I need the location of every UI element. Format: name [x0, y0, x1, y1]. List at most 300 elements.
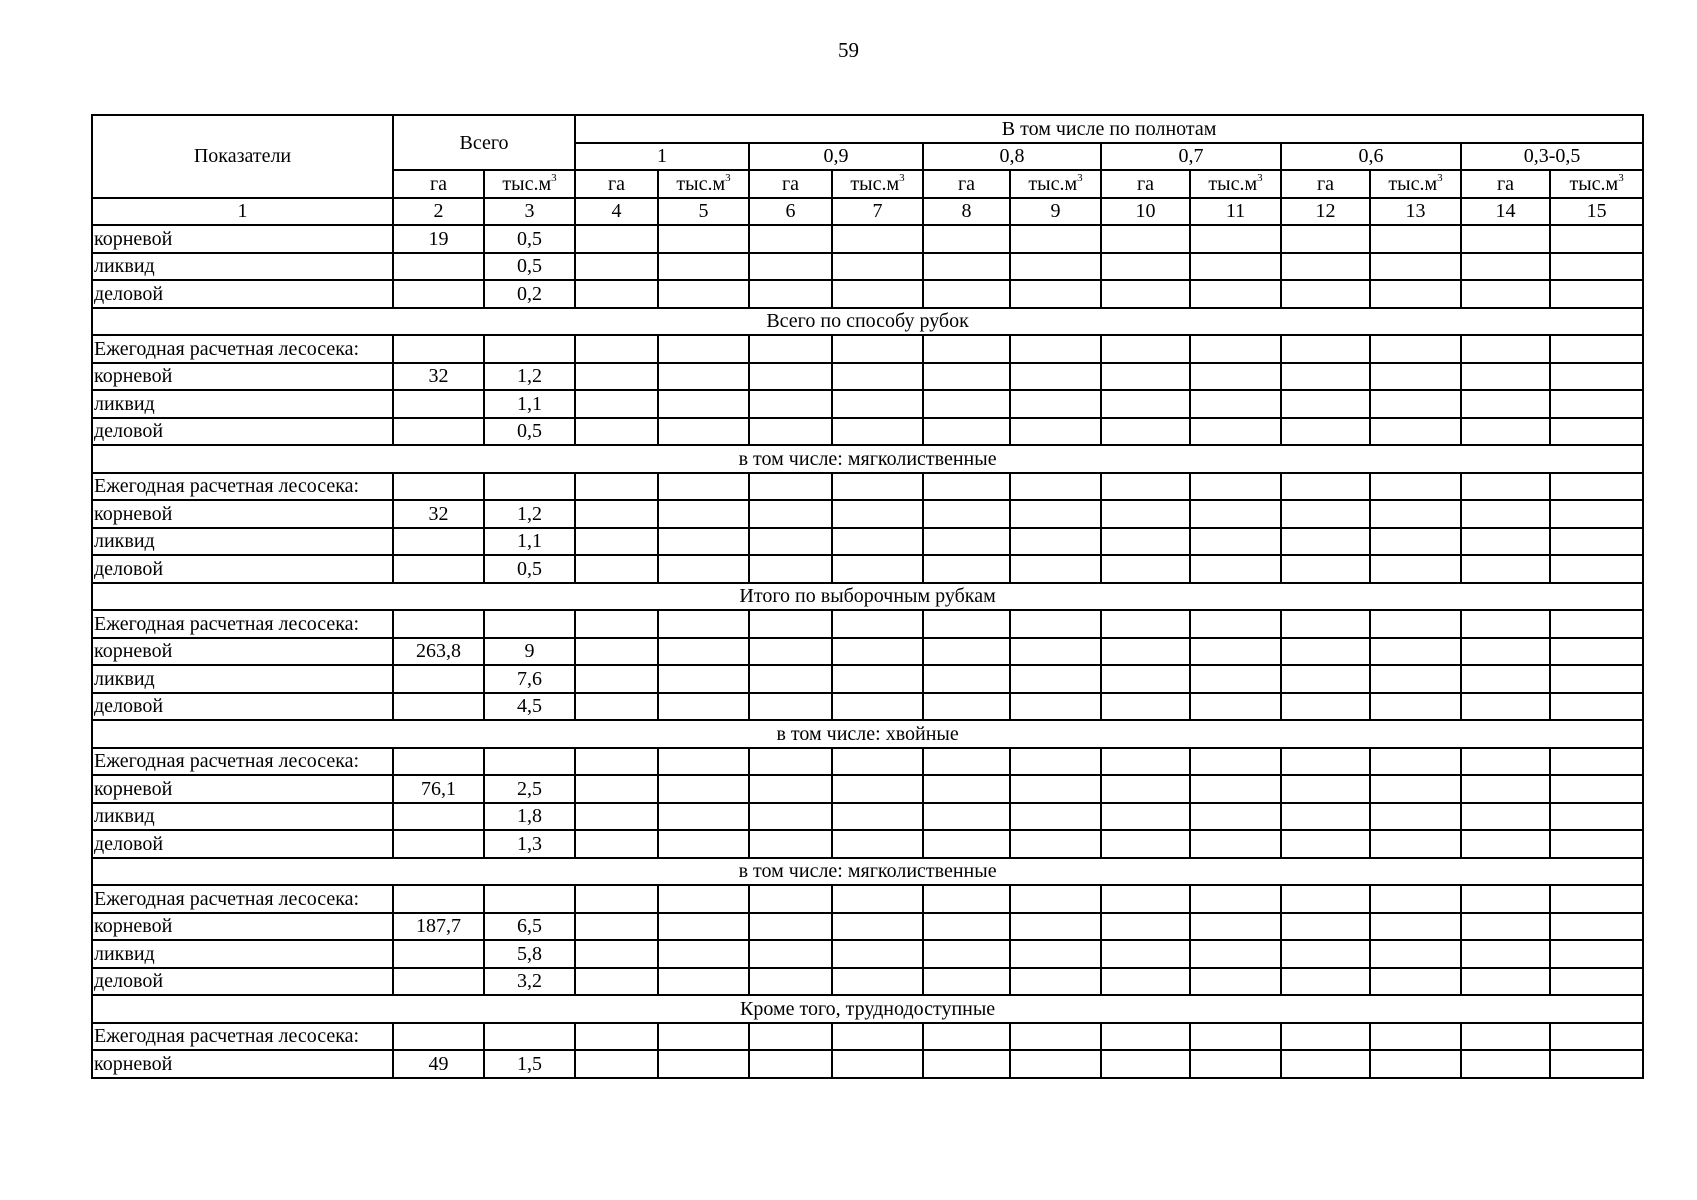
density-value-cell [832, 940, 923, 968]
total-ha-cell [393, 528, 484, 556]
section-title: Кроме того, труднодоступные [92, 995, 1643, 1023]
density-value-cell [923, 913, 1010, 941]
density-value-cell [923, 225, 1010, 253]
density-value-cell [658, 473, 749, 501]
density-value-cell [1461, 913, 1550, 941]
total-volume-cell: 1,2 [484, 363, 575, 391]
density-value-cell [1461, 253, 1550, 281]
density-value-cell [1281, 335, 1370, 363]
section-row [92, 445, 1643, 473]
row-label: деловой [92, 418, 393, 446]
density-value-cell [1101, 253, 1190, 281]
total-volume-cell: 5,8 [484, 940, 575, 968]
table-row [92, 830, 1643, 858]
total-volume-cell: 1,5 [484, 1050, 575, 1078]
total-ha-cell [393, 1023, 484, 1051]
density-value-cell [1190, 1023, 1281, 1051]
total-ha-cell [393, 610, 484, 638]
density-value-cell [1101, 693, 1190, 721]
density-value-cell [1370, 555, 1461, 583]
total-ha-cell: 187,7 [393, 913, 484, 941]
row-label: ликвид [92, 665, 393, 693]
density-value-cell [1101, 418, 1190, 446]
density-value-cell [923, 363, 1010, 391]
density-value-cell [1101, 473, 1190, 501]
total-volume-cell: 1,1 [484, 390, 575, 418]
density-value-cell [1461, 1050, 1550, 1078]
density-value-cell [658, 830, 749, 858]
density-value-cell [749, 638, 832, 666]
density-value-cell [832, 775, 923, 803]
density-value-cell [923, 748, 1010, 776]
total-volume-cell: 0,5 [484, 225, 575, 253]
unit-ha-header: га [923, 170, 1010, 198]
density-value-cell [1281, 225, 1370, 253]
density-value-cell [923, 390, 1010, 418]
density-value-cell [1101, 775, 1190, 803]
total-ha-cell [393, 280, 484, 308]
density-value-cell [1101, 968, 1190, 996]
density-value-cell [1281, 1023, 1370, 1051]
header-total: Всего [393, 115, 575, 170]
density-value-cell [832, 418, 923, 446]
density-value-cell [1550, 1023, 1643, 1051]
unit-volume-exponent: 3 [1618, 171, 1624, 184]
density-value-cell [832, 1050, 923, 1078]
total-volume-cell [484, 473, 575, 501]
density-value-cell [832, 638, 923, 666]
density-value-cell [1010, 363, 1101, 391]
unit-volume-exponent: 3 [1437, 171, 1443, 184]
density-value-cell [1370, 665, 1461, 693]
density-value-cell [1550, 693, 1643, 721]
table-row [92, 1023, 1643, 1051]
total-ha-cell [393, 693, 484, 721]
density-value-cell [1281, 638, 1370, 666]
density-value-cell [1281, 280, 1370, 308]
row-label: корневой [92, 1050, 393, 1078]
density-value-cell [1281, 1050, 1370, 1078]
row-label: Ежегодная расчетная лесосека: [92, 473, 393, 501]
density-value-cell [1010, 885, 1101, 913]
density-value-cell [658, 775, 749, 803]
density-value-cell [1101, 500, 1190, 528]
density-value-cell [1461, 473, 1550, 501]
total-volume-cell: 0,5 [484, 418, 575, 446]
density-value-cell [575, 225, 658, 253]
unit-volume-header [484, 170, 575, 198]
density-value-cell [1101, 1023, 1190, 1051]
density-value-cell [1281, 610, 1370, 638]
density-value-cell [1101, 803, 1190, 831]
table-row [92, 913, 1643, 941]
density-value-cell [1190, 390, 1281, 418]
table-row [92, 940, 1643, 968]
density-value-cell [1101, 1050, 1190, 1078]
total-ha-cell [393, 555, 484, 583]
total-ha-cell [393, 253, 484, 281]
row-label: ликвид [92, 390, 393, 418]
total-ha-cell [393, 830, 484, 858]
total-volume-cell: 4,5 [484, 693, 575, 721]
density-value-cell [1190, 280, 1281, 308]
density-value-cell [1370, 390, 1461, 418]
density-value-cell [1190, 418, 1281, 446]
density-value-cell [1010, 638, 1101, 666]
density-value-cell [1101, 363, 1190, 391]
density-value-cell [832, 528, 923, 556]
density-value-cell [1370, 528, 1461, 556]
density-value-cell [749, 528, 832, 556]
density-value-cell [1281, 253, 1370, 281]
density-value-cell [1010, 940, 1101, 968]
density-value-cell [575, 748, 658, 776]
column-number: 11 [1190, 198, 1281, 226]
density-header: 0,3-0,5 [1461, 143, 1643, 171]
density-value-cell [749, 280, 832, 308]
density-value-cell [1370, 830, 1461, 858]
density-value-cell [1101, 335, 1190, 363]
density-value-cell [923, 885, 1010, 913]
density-value-cell [1550, 253, 1643, 281]
row-label: деловой [92, 830, 393, 858]
density-value-cell [923, 665, 1010, 693]
density-value-cell [1461, 968, 1550, 996]
density-value-cell [575, 555, 658, 583]
density-value-cell [658, 1023, 749, 1051]
density-value-cell [1461, 225, 1550, 253]
density-value-cell [1281, 500, 1370, 528]
table-row [92, 885, 1643, 913]
density-value-cell [1010, 253, 1101, 281]
unit-volume-header [1010, 170, 1101, 198]
total-ha-cell: 32 [393, 500, 484, 528]
density-value-cell [575, 1050, 658, 1078]
density-value-cell [575, 638, 658, 666]
density-header: 1 [575, 143, 749, 171]
table-row [92, 500, 1643, 528]
density-value-cell [749, 693, 832, 721]
density-value-cell [1190, 335, 1281, 363]
density-value-cell [1190, 913, 1281, 941]
header-row-column-numbers [92, 198, 1643, 226]
density-value-cell [1370, 638, 1461, 666]
density-value-cell [1550, 500, 1643, 528]
density-value-cell [1190, 555, 1281, 583]
density-value-cell [1461, 363, 1550, 391]
density-value-cell [658, 913, 749, 941]
density-value-cell [575, 610, 658, 638]
section-title: в том числе: мягколиственные [92, 858, 1643, 886]
density-value-cell [658, 693, 749, 721]
density-value-cell [1101, 555, 1190, 583]
density-value-cell [658, 280, 749, 308]
total-ha-cell [393, 748, 484, 776]
density-value-cell [923, 280, 1010, 308]
density-value-cell [1281, 968, 1370, 996]
row-label: деловой [92, 280, 393, 308]
density-value-cell [1281, 913, 1370, 941]
row-label: корневой [92, 500, 393, 528]
density-value-cell [658, 390, 749, 418]
density-value-cell [1550, 1050, 1643, 1078]
density-value-cell [658, 885, 749, 913]
forest-harvest-table [91, 114, 1644, 1079]
total-ha-cell: 76,1 [393, 775, 484, 803]
density-value-cell [1190, 473, 1281, 501]
section-row [92, 858, 1643, 886]
table-row [92, 638, 1643, 666]
density-value-cell [1370, 775, 1461, 803]
density-value-cell [1101, 665, 1190, 693]
density-value-cell [1190, 968, 1281, 996]
unit-volume-header [832, 170, 923, 198]
density-value-cell [832, 473, 923, 501]
density-value-cell [575, 280, 658, 308]
total-volume-cell: 0,5 [484, 555, 575, 583]
density-value-cell [1461, 885, 1550, 913]
density-value-cell [1550, 473, 1643, 501]
density-value-cell [1461, 528, 1550, 556]
density-value-cell [1010, 555, 1101, 583]
unit-ha-header: га [393, 170, 484, 198]
table-row [92, 473, 1643, 501]
header-indicators: Показатели [92, 115, 393, 198]
density-value-cell [1281, 363, 1370, 391]
density-value-cell [1550, 885, 1643, 913]
total-volume-cell: 1,8 [484, 803, 575, 831]
density-header: 0,8 [923, 143, 1101, 171]
unit-volume-header [1370, 170, 1461, 198]
density-value-cell [575, 253, 658, 281]
density-value-cell [1550, 555, 1643, 583]
density-value-cell [832, 748, 923, 776]
column-number: 10 [1101, 198, 1190, 226]
density-value-cell [658, 748, 749, 776]
density-value-cell [1281, 555, 1370, 583]
row-label: Ежегодная расчетная лесосека: [92, 610, 393, 638]
density-value-cell [1190, 830, 1281, 858]
density-value-cell [1010, 500, 1101, 528]
density-value-cell [658, 363, 749, 391]
density-value-cell [1101, 528, 1190, 556]
density-value-cell [1461, 335, 1550, 363]
density-value-cell [1461, 1023, 1550, 1051]
density-value-cell [749, 748, 832, 776]
section-row [92, 720, 1643, 748]
density-value-cell [1550, 748, 1643, 776]
density-value-cell [923, 940, 1010, 968]
density-value-cell [658, 940, 749, 968]
density-value-cell [575, 390, 658, 418]
total-ha-cell [393, 418, 484, 446]
column-number: 1 [92, 198, 393, 226]
density-value-cell [832, 1023, 923, 1051]
density-value-cell [1010, 968, 1101, 996]
density-value-cell [1461, 940, 1550, 968]
unit-ha-header: га [1461, 170, 1550, 198]
density-value-cell [923, 830, 1010, 858]
density-value-cell [749, 968, 832, 996]
section-title: Всего по способу рубок [92, 308, 1643, 336]
density-value-cell [1550, 528, 1643, 556]
column-number: 8 [923, 198, 1010, 226]
table-row [92, 418, 1643, 446]
density-value-cell [1010, 528, 1101, 556]
unit-volume-exponent: 3 [551, 171, 557, 184]
density-value-cell [1010, 775, 1101, 803]
unit-volume-header [658, 170, 749, 198]
unit-volume-exponent: 3 [1257, 171, 1263, 184]
table-row [92, 528, 1643, 556]
density-value-cell [1190, 638, 1281, 666]
table-row [92, 335, 1643, 363]
row-label: ликвид [92, 803, 393, 831]
density-value-cell [749, 418, 832, 446]
density-value-cell [1461, 665, 1550, 693]
density-value-cell [1281, 528, 1370, 556]
unit-ha-header: га [1101, 170, 1190, 198]
density-value-cell [575, 500, 658, 528]
row-label: деловой [92, 968, 393, 996]
unit-volume-text: тыс.м [676, 172, 726, 195]
row-label: Ежегодная расчетная лесосека: [92, 748, 393, 776]
density-value-cell [1281, 885, 1370, 913]
density-value-cell [1281, 830, 1370, 858]
density-value-cell [1550, 940, 1643, 968]
density-value-cell [923, 473, 1010, 501]
total-ha-cell [393, 335, 484, 363]
density-header: 0,7 [1101, 143, 1281, 171]
density-value-cell [1370, 280, 1461, 308]
density-value-cell [749, 1050, 832, 1078]
section-row [92, 583, 1643, 611]
header-including-by-density: В том числе по полнотам [575, 115, 1643, 143]
density-value-cell [749, 473, 832, 501]
total-volume-cell [484, 610, 575, 638]
density-value-cell [1010, 1023, 1101, 1051]
density-value-cell [1190, 775, 1281, 803]
density-value-cell [1370, 363, 1461, 391]
density-value-cell [1010, 748, 1101, 776]
density-value-cell [658, 418, 749, 446]
unit-volume-text: тыс.м [1028, 172, 1078, 195]
density-value-cell [1281, 473, 1370, 501]
density-value-cell [832, 913, 923, 941]
density-value-cell [1010, 335, 1101, 363]
column-number: 2 [393, 198, 484, 226]
density-value-cell [832, 280, 923, 308]
density-value-cell [1190, 693, 1281, 721]
unit-volume-exponent: 3 [725, 171, 731, 184]
total-ha-cell [393, 940, 484, 968]
density-value-cell [1461, 803, 1550, 831]
density-value-cell [1190, 885, 1281, 913]
density-value-cell [575, 803, 658, 831]
row-label: Ежегодная расчетная лесосека: [92, 885, 393, 913]
density-value-cell [1370, 335, 1461, 363]
density-value-cell [832, 665, 923, 693]
density-value-cell [832, 253, 923, 281]
density-value-cell [575, 885, 658, 913]
density-value-cell [1190, 803, 1281, 831]
unit-volume-header [1190, 170, 1281, 198]
density-value-cell [1370, 968, 1461, 996]
total-volume-cell: 9 [484, 638, 575, 666]
density-value-cell [1370, 913, 1461, 941]
column-number: 9 [1010, 198, 1101, 226]
row-label: корневой [92, 363, 393, 391]
density-value-cell [658, 665, 749, 693]
total-ha-cell [393, 968, 484, 996]
density-value-cell [1370, 225, 1461, 253]
column-number: 12 [1281, 198, 1370, 226]
density-value-cell [1190, 363, 1281, 391]
density-value-cell [923, 1023, 1010, 1051]
density-value-cell [1010, 830, 1101, 858]
density-value-cell [749, 253, 832, 281]
density-value-cell [1281, 390, 1370, 418]
page-number: 59 [838, 38, 859, 62]
row-label: ликвид [92, 528, 393, 556]
density-value-cell [749, 830, 832, 858]
density-value-cell [1550, 335, 1643, 363]
total-ha-cell: 263,8 [393, 638, 484, 666]
density-value-cell [658, 638, 749, 666]
unit-volume-text: тыс.м [1569, 172, 1619, 195]
density-value-cell [832, 363, 923, 391]
density-value-cell [749, 335, 832, 363]
density-value-cell [832, 693, 923, 721]
density-value-cell [832, 555, 923, 583]
density-value-cell [923, 968, 1010, 996]
density-value-cell [749, 665, 832, 693]
total-ha-cell: 49 [393, 1050, 484, 1078]
unit-volume-exponent: 3 [899, 171, 905, 184]
density-value-cell [749, 390, 832, 418]
row-label: ликвид [92, 253, 393, 281]
unit-ha-header: га [575, 170, 658, 198]
density-value-cell [658, 253, 749, 281]
column-number: 6 [749, 198, 832, 226]
density-value-cell [1101, 748, 1190, 776]
density-value-cell [1461, 610, 1550, 638]
density-value-cell [1461, 775, 1550, 803]
row-label: корневой [92, 775, 393, 803]
row-label: корневой [92, 225, 393, 253]
density-value-cell [923, 528, 1010, 556]
total-volume-cell: 1,1 [484, 528, 575, 556]
density-value-cell [1010, 225, 1101, 253]
density-value-cell [575, 335, 658, 363]
density-value-cell [1101, 225, 1190, 253]
total-volume-cell [484, 748, 575, 776]
density-value-cell [1190, 665, 1281, 693]
column-number: 3 [484, 198, 575, 226]
total-ha-cell [393, 885, 484, 913]
total-volume-cell [484, 1023, 575, 1051]
density-value-cell [923, 775, 1010, 803]
unit-volume-exponent: 3 [1077, 171, 1083, 184]
total-ha-cell [393, 390, 484, 418]
section-title: в том числе: мягколиственные [92, 445, 1643, 473]
density-value-cell [749, 775, 832, 803]
table-row [92, 225, 1643, 253]
density-value-cell [832, 335, 923, 363]
density-value-cell [658, 1050, 749, 1078]
table-row [92, 968, 1643, 996]
density-value-cell [1281, 748, 1370, 776]
